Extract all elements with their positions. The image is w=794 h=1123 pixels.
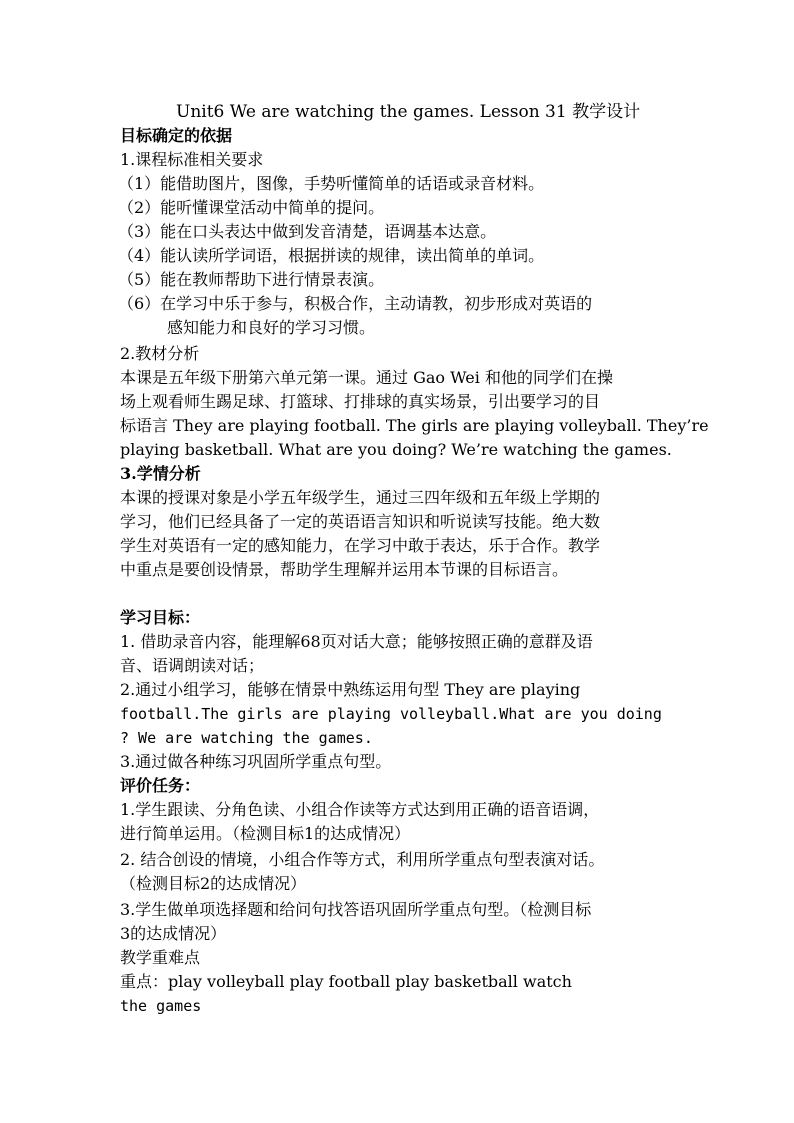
requirement-item: （1）能借助图片，图像，手势听懂简单的话语或录音材料。 [118, 174, 545, 193]
requirement-item: （3）能在口头表达中做到发音清楚，语调基本达意。 [118, 222, 497, 241]
section-heading-basis: 目标确定的依据 [120, 126, 233, 145]
subheading-textbook-analysis: 2.教材分析 [120, 344, 200, 363]
section-heading-goals: 学习目标： [120, 608, 201, 627]
learner-line: 中重点是要创设情景，帮助学生理解并运用本节课的目标语言。 [120, 560, 569, 579]
learner-line: 学习，他们已经具备了一定的英语语言知识和听说读写技能。绝大数 [120, 512, 601, 531]
key-point-line: 重点：play volleyball play football play basketball watch [120, 972, 572, 991]
analysis-line: 标语言 They are playing football. The girls are playing volleyball. They’re [120, 416, 709, 435]
analysis-line: 本课是五年级下册第六单元第一课。通过 Gao Wei 和他的同学们在操 [120, 368, 613, 387]
requirement-item-continued: 感知能力和良好的学习习惯。 [167, 318, 376, 337]
requirement-item: （5）能在教师帮助下进行情景表演。 [118, 270, 385, 289]
analysis-line: playing basketball. What are you doing? We’re watching the games. [120, 440, 672, 459]
assessment-line: 3.学生做单项选择题和给问句找答语巩固所学重点句型。（检测目标 [120, 900, 592, 919]
analysis-line: 场上观看师生踢足球、打篮球、打排球的真实场景，引出要学习的目 [120, 392, 601, 411]
requirement-item: （6）在学习中乐于参与，积极合作，主动请教，初步形成对英语的 [118, 294, 593, 313]
document-title: Unit6 We are watching the games. Lesson 31 教学设计 [176, 102, 641, 122]
goal-line: 1. 借助录音内容，能理解68页对话大意；能够按照正确的意群及语 [120, 632, 593, 651]
learner-line: 本课的授课对象是小学五年级学生，通过三四年级和五年级上学期的 [120, 488, 601, 507]
goal-line: ? We are watching the games. [120, 729, 373, 747]
subheading-curriculum: 1.课程标准相关要求 [120, 150, 264, 169]
goal-line: 2.通过小组学习，能够在情景中熟练运用句型 They are playing [120, 680, 581, 699]
assessment-line: 2. 结合创设的情境，小组合作等方式，利用所学重点句型表演对话。 [120, 850, 605, 869]
goal-line: 音、语调朗读对话； [120, 656, 265, 675]
learner-line: 学生对英语有一定的感知能力，在学习中敢于表达，乐于合作。教学 [120, 536, 601, 555]
assessment-line: （检测目标2的达成情况） [120, 874, 307, 893]
requirement-item: （4）能认读所学词语，根据拼读的规律，读出简单的单词。 [118, 246, 545, 265]
requirement-item: （2）能听懂课堂活动中简单的提问。 [118, 198, 385, 217]
assessment-line: 1.学生跟读、分角色读、小组合作读等方式达到用正确的语音语调， [120, 800, 600, 819]
assessment-line: 进行简单运用。（检测目标1的达成情况） [120, 824, 411, 843]
goal-line: 3.通过做各种练习巩固所学重点句型。 [120, 752, 392, 771]
goal-line: football.The girls are playing volleyball.What are you doing [120, 705, 662, 723]
section-heading-key-points: 教学重难点 [120, 948, 201, 967]
section-heading-assessment: 评价任务： [120, 776, 201, 795]
subheading-learner-analysis: 3.学情分析 [120, 464, 201, 483]
assessment-line: 3的达成情况） [120, 924, 227, 943]
key-point-line: the games [120, 997, 202, 1015]
